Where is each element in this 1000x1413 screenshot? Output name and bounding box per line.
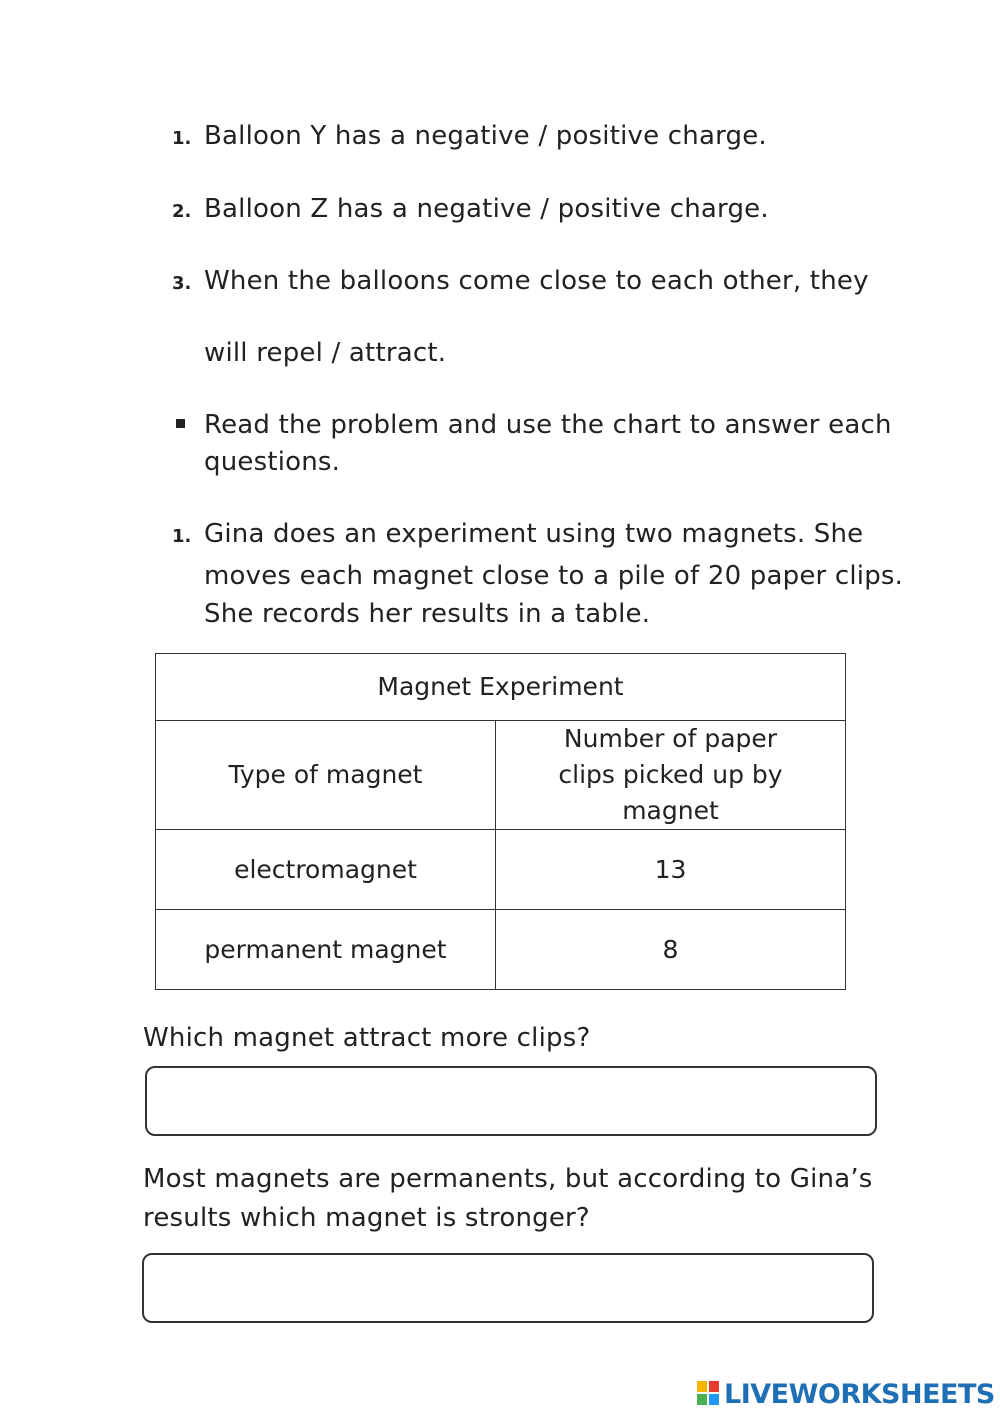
bullet-icon bbox=[176, 419, 185, 428]
magnet-experiment-table bbox=[155, 653, 846, 990]
problem-line3: She records her results in a table. bbox=[204, 599, 651, 629]
logo-icon bbox=[697, 1381, 721, 1407]
problem-line2: moves each magnet close to a pile of 20 paper clips. bbox=[204, 561, 904, 591]
item-1-number: 1. bbox=[172, 128, 192, 149]
table-header-count: Number of paper clips picked up by magnet bbox=[496, 721, 846, 830]
table-title: Magnet Experiment bbox=[156, 654, 846, 721]
table-cell-type: permanent magnet bbox=[156, 910, 496, 990]
table-row bbox=[156, 910, 846, 990]
table-header-type: Type of magnet bbox=[156, 721, 496, 830]
item-3-number: 3. bbox=[172, 273, 192, 294]
question-1: Which magnet attract more clips? bbox=[143, 1023, 591, 1053]
instruction-line2: questions. bbox=[204, 447, 341, 477]
question-2-line1: Most magnets are permanents, but according to Gina’s bbox=[143, 1164, 873, 1194]
item-3-text-line1: When the balloons come close to each other, they bbox=[204, 266, 869, 296]
item-1-text: Balloon Y has a negative / positive charge. bbox=[204, 121, 767, 151]
logo-text: LIVEWORKSHEETS bbox=[724, 1378, 995, 1410]
instruction-line1: Read the problem and use the chart to answer each bbox=[204, 410, 892, 440]
table-cell-type: electromagnet bbox=[156, 830, 496, 910]
item-3-text-line2: will repel / attract. bbox=[204, 338, 447, 368]
item-2-text: Balloon Z has a negative / positive charge. bbox=[204, 194, 769, 224]
answer-input-1[interactable] bbox=[145, 1066, 877, 1136]
table-cell-count: 13 bbox=[496, 830, 846, 910]
question-2-line2: results which magnet is stronger? bbox=[143, 1203, 590, 1233]
liveworksheets-logo bbox=[697, 1376, 995, 1412]
item-2-number: 2. bbox=[172, 201, 192, 222]
table-row bbox=[156, 830, 846, 910]
problem-line1: Gina does an experiment using two magnets. She bbox=[204, 519, 864, 549]
problem-number: 1. bbox=[172, 526, 192, 547]
table-cell-count: 8 bbox=[496, 910, 846, 990]
answer-input-2[interactable] bbox=[142, 1253, 874, 1323]
